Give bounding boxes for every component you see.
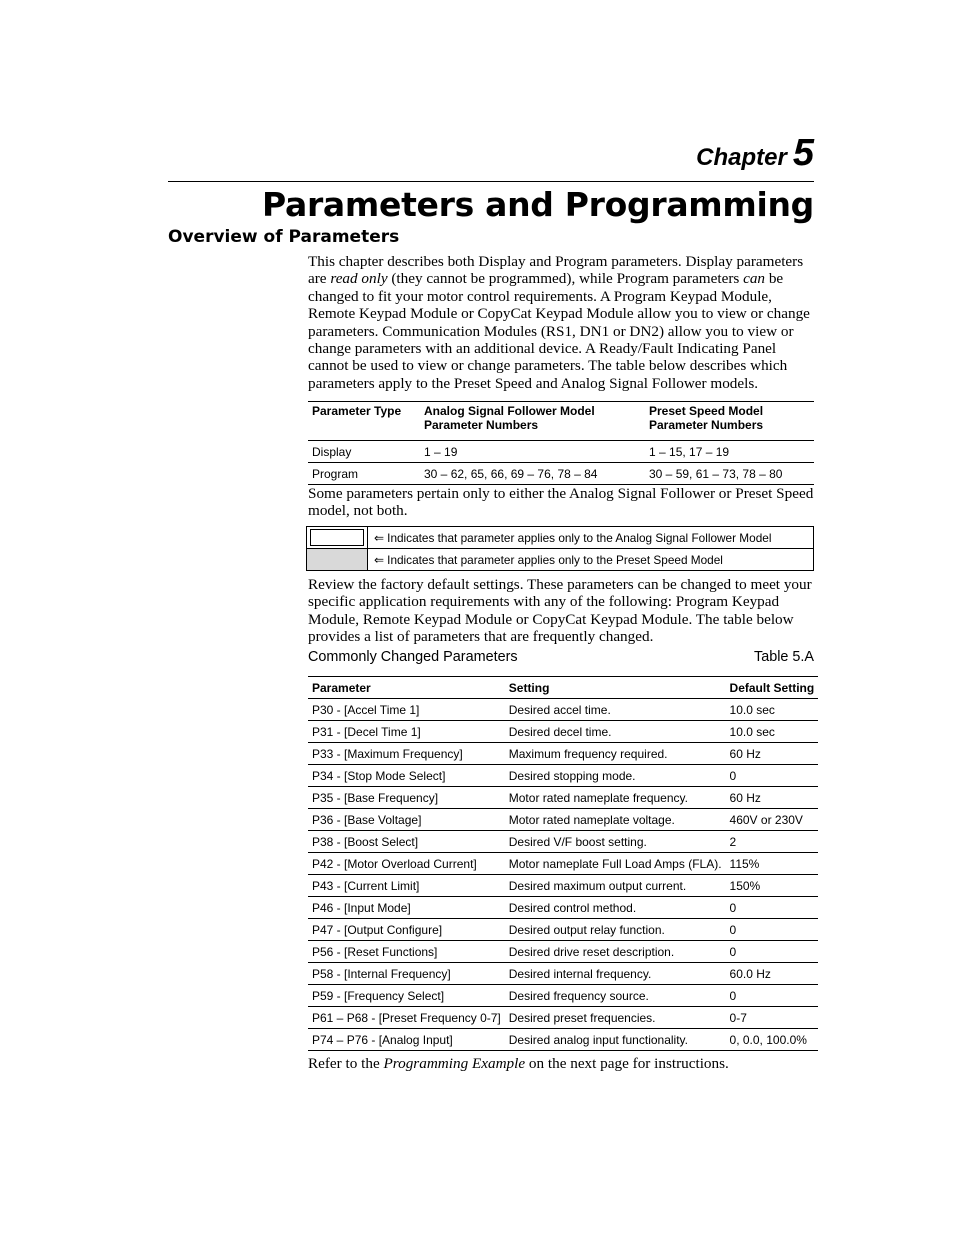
table-row xyxy=(308,787,818,809)
table-caption-title: Commonly Changed Parameters xyxy=(308,649,518,665)
legend-text-analog: ⇐ Indicates that parameter applies only to the Analog Signal Follower Model xyxy=(368,527,814,549)
table-cell: Desired analog input functionality. xyxy=(505,1029,726,1051)
table-cell: 115% xyxy=(726,853,819,875)
table-cell: 1 – 19 xyxy=(420,441,645,463)
table-cell: 150% xyxy=(726,875,819,897)
closing-paragraph xyxy=(308,1055,814,1072)
header-preset-model-line2: Parameter Numbers xyxy=(649,418,764,432)
table-cell: Motor rated nameplate voltage. xyxy=(505,809,726,831)
table-cell: Desired decel time. xyxy=(505,721,726,743)
table-cell: 2 xyxy=(726,831,819,853)
legend-swatch-analog-box xyxy=(310,529,364,546)
table-cell: P31 - [Decel Time 1] xyxy=(308,721,505,743)
table-row xyxy=(308,897,818,919)
table-cell: 0 xyxy=(726,765,819,787)
header-setting: Setting xyxy=(505,677,726,699)
chapter-heading xyxy=(696,132,814,175)
table-cell: P33 - [Maximum Frequency] xyxy=(308,743,505,765)
table-cell: 0 xyxy=(726,941,819,963)
table-row xyxy=(308,765,818,787)
table-row xyxy=(308,941,818,963)
table-cell: P43 - [Current Limit] xyxy=(308,875,505,897)
intro-text-1: This chapter describes both Display and Program parameters. Display parameters are xyxy=(308,253,804,288)
header-analog-model-line2: Parameter Numbers xyxy=(424,418,539,432)
table-cell: 30 – 62, 65, 66, 69 – 76, 78 – 84 xyxy=(420,463,645,485)
table-cell: Desired stopping mode. xyxy=(505,765,726,787)
table-cell: P34 - [Stop Mode Select] xyxy=(308,765,505,787)
header-preset-model xyxy=(645,402,814,441)
table-row xyxy=(308,919,818,941)
table-cell: P30 - [Accel Time 1] xyxy=(308,699,505,721)
table-row xyxy=(308,699,818,721)
table-cell: 1 – 15, 17 – 19 xyxy=(645,441,814,463)
table-cell: 60 Hz xyxy=(726,743,819,765)
table-cell: 10.0 sec xyxy=(726,699,819,721)
table-cell: 30 – 59, 61 – 73, 78 – 80 xyxy=(645,463,814,485)
table-cell: P47 - [Output Configure] xyxy=(308,919,505,941)
table-cell: P42 - [Motor Overload Current] xyxy=(308,853,505,875)
table-row xyxy=(308,853,818,875)
table-cell: P58 - [Internal Frequency] xyxy=(308,963,505,985)
table-cell: 460V or 230V xyxy=(726,809,819,831)
table-cell: Desired control method. xyxy=(505,897,726,919)
legend-row-preset xyxy=(307,549,814,571)
table-row xyxy=(308,985,818,1007)
page-title: Parameters and Programming xyxy=(261,185,814,224)
table-row xyxy=(308,831,818,853)
header-analog-model xyxy=(420,402,645,441)
legend-text-preset: ⇐ Indicates that parameter applies only to the Preset Speed Model xyxy=(368,549,814,571)
legend-row-analog xyxy=(307,527,814,549)
chapter-number: 5 xyxy=(792,132,814,174)
table-caption-number: Table 5.A xyxy=(754,649,814,665)
table-header-row xyxy=(308,402,814,441)
section-title: Overview of Parameters xyxy=(168,227,400,247)
closing-text-1: Refer to the xyxy=(308,1055,384,1072)
table-cell: P59 - [Frequency Select] xyxy=(308,985,505,1007)
intro-paragraph xyxy=(308,253,814,392)
table-cell: P74 – P76 - [Analog Input] xyxy=(308,1029,505,1051)
table-cell: 0 xyxy=(726,919,819,941)
table-row xyxy=(308,463,814,485)
table-cell: P56 - [Reset Functions] xyxy=(308,941,505,963)
heading-rule xyxy=(168,181,814,182)
table-row xyxy=(308,963,818,985)
table-cell: 10.0 sec xyxy=(726,721,819,743)
closing-emphasis: Programming Example xyxy=(383,1055,526,1072)
table-caption xyxy=(308,649,814,665)
table-cell: Motor nameplate Full Load Amps (FLA). xyxy=(505,853,726,875)
table-row xyxy=(308,1007,818,1029)
table-cell: Desired frequency source. xyxy=(505,985,726,1007)
common-parameters-body xyxy=(308,677,818,1051)
closing-text-2: on the next page for instructions. xyxy=(525,1055,729,1072)
table-cell: P35 - [Base Frequency] xyxy=(308,787,505,809)
table-cell: P46 - [Input Mode] xyxy=(308,897,505,919)
table-cell: Desired drive reset description. xyxy=(505,941,726,963)
table-cell: Program xyxy=(308,463,420,485)
table-cell: Desired output relay function. xyxy=(505,919,726,941)
common-parameters-table xyxy=(308,676,818,1051)
chapter-label: Chapter xyxy=(696,144,787,171)
table-cell: 0-7 xyxy=(726,1007,819,1029)
table-cell: Desired V/F boost setting. xyxy=(505,831,726,853)
table-header-row xyxy=(308,677,818,699)
legend-swatch-preset xyxy=(307,549,368,571)
note-paragraph: Some parameters pertain only to either the Analog Signal Follower or Preset Speed model, not both. xyxy=(308,485,814,520)
table-cell: Desired preset frequencies. xyxy=(505,1007,726,1029)
table-cell: 0 xyxy=(726,897,819,919)
header-parameter-type: Parameter Type xyxy=(308,402,420,441)
table-cell: 60 Hz xyxy=(726,787,819,809)
table-cell: Display xyxy=(308,441,420,463)
table-cell: 60.0 Hz xyxy=(726,963,819,985)
table-row xyxy=(308,721,818,743)
header-default-setting: Default Setting xyxy=(726,677,819,699)
header-parameter: Parameter xyxy=(308,677,505,699)
table-cell: 0 xyxy=(726,985,819,1007)
table-row xyxy=(308,1029,818,1051)
table-cell: P61 – P68 - [Preset Frequency 0-7] xyxy=(308,1007,505,1029)
table-cell: P38 - [Boost Select] xyxy=(308,831,505,853)
table-cell: Desired internal frequency. xyxy=(505,963,726,985)
table-row xyxy=(308,441,814,463)
table-cell: P36 - [Base Voltage] xyxy=(308,809,505,831)
legend-table xyxy=(306,526,814,571)
table-cell: Motor rated nameplate frequency. xyxy=(505,787,726,809)
intro-emphasis-can: can xyxy=(743,270,766,288)
table-cell: Maximum frequency required. xyxy=(505,743,726,765)
intro-text-3: be changed to fit your motor control requirements. A Program Keypad Module, Remote Keypad Module or CopyCat Keypad Module allow you to view or change parameters. Communication Modules (RS1, DN1 or DN2) allow you to view or change parameters with an additional device. A Ready/Fault Indicating Panel cannot be used to view or change parameters. The table below describes which parameters apply to the Preset Speed and Analog Signal Follower models. xyxy=(308,270,810,392)
parameter-type-table xyxy=(308,401,814,485)
intro-emphasis-read-only: read only xyxy=(330,270,388,288)
table-row xyxy=(308,743,818,765)
header-analog-model-line1: Analog Signal Follower Model xyxy=(424,404,595,418)
intro-text-2: (they cannot be programmed), while Program parameters xyxy=(387,270,744,288)
table-row xyxy=(308,809,818,831)
table-cell: 0, 0.0, 100.0% xyxy=(726,1029,819,1051)
table-cell: Desired accel time. xyxy=(505,699,726,721)
legend-swatch-analog xyxy=(307,527,368,549)
table-cell: Desired maximum output current. xyxy=(505,875,726,897)
table-row xyxy=(308,875,818,897)
header-preset-model-line1: Preset Speed Model xyxy=(649,404,764,418)
review-paragraph: Review the factory default settings. These parameters can be changed to meet your specific application requirements with any of the following: Program Keypad Module, Remote Keypad Module or CopyCat Keypad Module. The table below provides a list of parameters that are frequently changed. xyxy=(308,576,812,646)
